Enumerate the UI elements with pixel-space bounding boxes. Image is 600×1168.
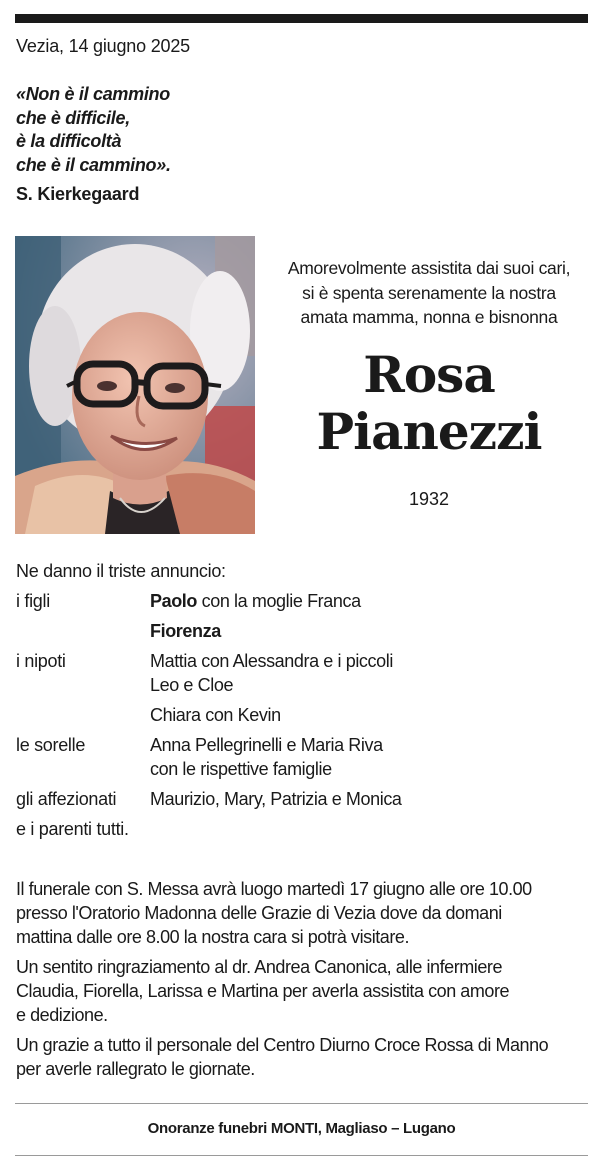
announcement-heading: Ne danno il triste annuncio: [16, 561, 226, 581]
footer-rule-top [15, 1103, 588, 1104]
relation-affezionati: Maurizio, Mary, Patrizia e Monica [150, 789, 402, 809]
top-rule [15, 14, 588, 23]
relation-figli-2 [150, 619, 221, 643]
relation-label-affezionati: gli affezionati [16, 789, 117, 809]
funeral-line: presso l'Oratorio Madonna delle Grazie di Vezia dove da domani [16, 902, 502, 923]
funeral-line: mattina dalle ore 8.00 la nostra cara si potrà visitare. [16, 926, 410, 947]
birth-year: 1932 [408, 489, 450, 509]
gratitude-paragraph [16, 1034, 594, 1082]
relation-label-figli: i figli [16, 591, 50, 611]
quote-line: «Non è il cammino [16, 84, 170, 104]
relation-nipoti-1 [150, 649, 393, 697]
sorelle-line2: con le rispettive famiglie [150, 759, 332, 779]
intro-line: amata mamma, nonna e bisnonna [300, 307, 558, 327]
relation-label-parenti: e i parenti tutti. [16, 819, 129, 839]
quote-author: S. Kierkegaard [16, 184, 140, 204]
nipoti-1-line1: Mattia con Alessandra e i piccoli [150, 651, 393, 671]
quote-line: che è il cammino». [16, 154, 171, 175]
funeral-home: Onoranze funebri MONTI, Magliaso – Lugano [147, 1120, 456, 1137]
funeral-line: Il funerale con S. Messa avrà luogo martedì 17 giugno alle ore 10.00 [16, 879, 532, 899]
thanks-paragraph [16, 956, 594, 1027]
footer-rule-bottom [15, 1155, 588, 1156]
portrait-photo [15, 236, 255, 534]
funeral-paragraph [16, 878, 594, 949]
figli-1-name: Paolo [150, 591, 198, 611]
deceased-name [264, 346, 594, 460]
relation-label-sorelle: le sorelle [16, 735, 86, 755]
thanks-line: e dedizione. [16, 1004, 108, 1025]
quote-line: è la difficoltà [16, 131, 122, 151]
intro-line: Amorevolmente assistita dai suoi cari, [287, 258, 571, 278]
relation-label-nipoti: i nipoti [16, 651, 66, 671]
intro-text [264, 256, 594, 330]
relation-nipoti-2: Chiara con Kevin [150, 705, 281, 725]
last-name: Pianezzi [316, 402, 542, 461]
figli-2-name: Fiorenza [150, 621, 221, 641]
nipoti-1-line2: Leo e Cloe [150, 675, 234, 695]
thanks-line: Un sentito ringraziamento al dr. Andrea Canonica, alle infermiere [16, 957, 503, 977]
quote-line: che è difficile, [16, 107, 130, 128]
relation-sorelle [150, 733, 383, 781]
intro-line: si è spenta serenamente la nostra [302, 282, 556, 303]
quote [16, 83, 171, 177]
first-name: Rosa [363, 345, 495, 404]
figli-1-rest: con la moglie Franca [197, 591, 361, 611]
place-date: Vezia, 14 giugno 2025 [16, 36, 190, 56]
relation-figli-1 [150, 589, 361, 613]
gratitude-line: per averle rallegrato le giornate. [16, 1058, 255, 1079]
gratitude-line: Un grazie a tutto il personale del Centro Diurno Croce Rossa di Manno [16, 1035, 549, 1055]
thanks-line: Claudia, Fiorella, Larissa e Martina per averla assistita con amore [16, 980, 510, 1001]
sorelle-line1: Anna Pellegrinelli e Maria Riva [150, 735, 383, 755]
